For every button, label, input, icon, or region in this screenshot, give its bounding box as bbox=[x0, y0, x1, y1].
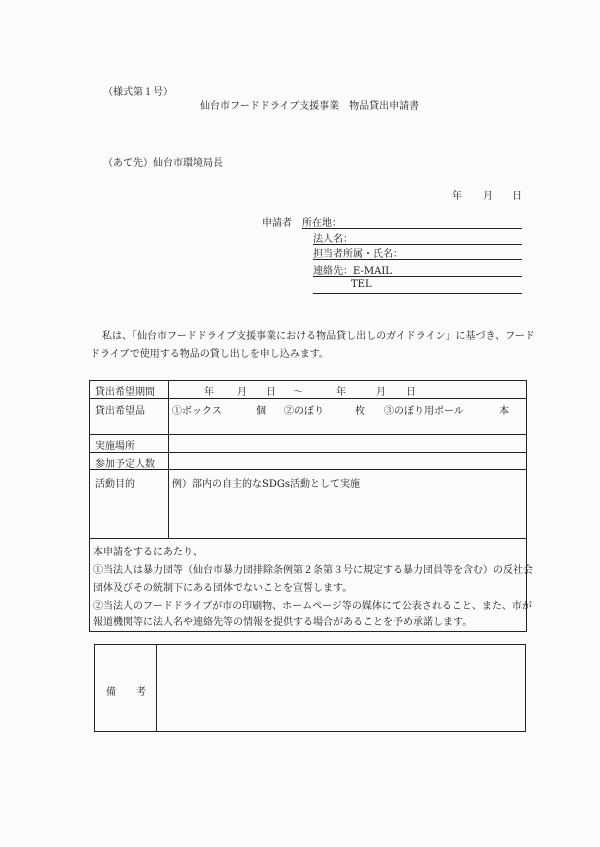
period-start-month: 月 bbox=[237, 387, 247, 398]
address-field[interactable] bbox=[302, 228, 522, 229]
place-label: 実施場所 bbox=[95, 441, 135, 452]
item-flag: ②のぼり bbox=[284, 406, 324, 417]
remarks-field[interactable] bbox=[158, 646, 524, 730]
date-year: 年 bbox=[452, 191, 462, 202]
declaration-line-1: ①当法人は暴力団等（仙台市暴力団排除条例第２条第３号に規定する暴力団員等を含む）の反社会 bbox=[93, 565, 533, 576]
period-start-year: 年 bbox=[204, 387, 214, 398]
tel-field[interactable] bbox=[313, 293, 522, 294]
form-number: （様式第１号） bbox=[103, 87, 173, 98]
items-label: 貸出希望品 bbox=[95, 406, 145, 417]
declaration-line-4: 報道機関等に法人名や連絡先等の情報を提供する場合があることを予め承諾します。 bbox=[93, 617, 473, 628]
person-field[interactable] bbox=[313, 259, 522, 260]
purpose-example: 例）部内の自主的なSDGs活動として実施 bbox=[172, 479, 360, 490]
purpose-label: 活動目的 bbox=[95, 479, 135, 490]
applicant-label: 申請者 bbox=[262, 218, 292, 229]
declaration-intro: 本申請をするにあたり、 bbox=[93, 547, 203, 558]
participants-label: 参加予定人数 bbox=[95, 459, 155, 470]
remarks-label: 備 考 bbox=[106, 687, 146, 698]
item-pole-unit: 本 bbox=[499, 406, 509, 417]
period-end-day: 日 bbox=[406, 387, 416, 398]
period-label: 貸出希望期間 bbox=[95, 387, 155, 398]
period-tilde: ～ bbox=[293, 387, 303, 398]
intro-line-2: ドライブで使用する物品の貸し出しを申し込みます。 bbox=[90, 349, 329, 360]
addressee: （あて先）仙台市環境局長 bbox=[103, 158, 223, 169]
date-day: 日 bbox=[512, 191, 522, 202]
item-pole: ③のぼり用ポール bbox=[384, 406, 464, 417]
place-field[interactable] bbox=[170, 436, 525, 451]
period-end-year: 年 bbox=[336, 387, 346, 398]
email-field[interactable] bbox=[313, 276, 522, 277]
person-label: 担当者所属・氏名： bbox=[313, 249, 403, 260]
document-title: 仙台市フードドライブ支援事業 物品貸出申請書 bbox=[200, 101, 420, 112]
declaration-line-3: ②当法人のフードドライブが市の印刷物、ホームページ等の媒体にて公表されること、また、市が bbox=[93, 601, 532, 612]
application-table bbox=[89, 380, 527, 632]
date-month: 月 bbox=[483, 191, 493, 202]
intro-line-1: 私は、「仙台市フードドライブ支援事業における物品貸し出しのガイドライン」に基づき、フード bbox=[102, 331, 535, 342]
tel-label: TEL bbox=[351, 279, 372, 290]
address-label: 所在地： bbox=[302, 218, 342, 229]
period-end-month: 月 bbox=[376, 387, 386, 398]
participants-field[interactable] bbox=[170, 454, 525, 468]
email-label: 連絡先：E-MAIL bbox=[313, 266, 392, 277]
table-column-divider bbox=[168, 380, 169, 538]
corporation-label: 法人名： bbox=[313, 234, 353, 245]
declaration-line-2: 団体及びその統制下にある団体でないことを宣誓します。 bbox=[93, 583, 353, 594]
period-start-day: 日 bbox=[266, 387, 276, 398]
item-flag-unit: 枚 bbox=[355, 406, 365, 417]
item-box-unit: 個 bbox=[256, 406, 266, 417]
item-box: ①ボックス bbox=[172, 406, 222, 417]
